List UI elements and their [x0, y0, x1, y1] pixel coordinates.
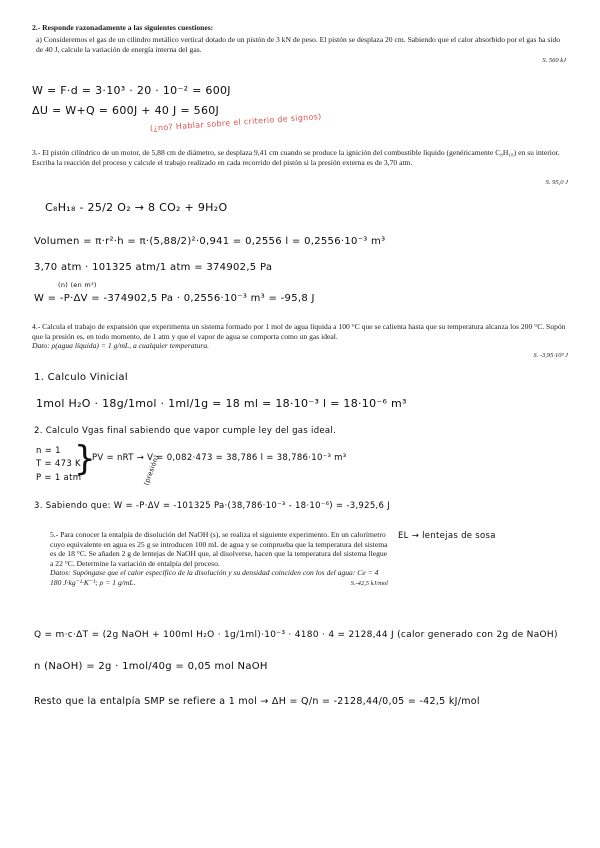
- q5-enthalpy: Resto que la entalpía SMP se refiere a 1 mol → ΔH = Q/n = -2128,44/0,05 = -42,5 kJ/mol: [34, 696, 480, 707]
- q2-energy-formula: ΔU = W+Q = 600J + 40 J = 560J: [32, 104, 220, 117]
- q3-work: W = -P·ΔV = -374902,5 Pa · 0,2556·10⁻³ m³ = -95,8 J: [34, 293, 315, 304]
- q3-volume: Volumen = π·r²·h = π·(5,88/2)²·0,941 = 0,2556 l = 0,2556·10⁻³ m³: [34, 236, 386, 247]
- q4-pressure: P = 1 atm: [36, 473, 82, 483]
- question-2-heading: 2.- Responde razonadamente a las siguientes cuestiones:: [32, 23, 214, 32]
- question-5-solution: S.-42,5 kJ/mol: [350, 579, 388, 587]
- q2-work-formula: W = F·d = 3·10³ · 20 · 10⁻² = 600J: [32, 84, 231, 97]
- q4-annotation: (presión): [142, 453, 161, 487]
- q4-moles: n = 1: [36, 446, 61, 456]
- question-4-text: 4.- Calcula el trabajo de expansión que experimenta un sistema formado por 1 mol de agua líquida a 100 °C que se calienta hasta que su temperatura alcanza los 200 °C. Supón que la presión es, en todo momento, de 1 atm y que el vapor de agua se comporta como un gas ideal. Dato: ρ(agua líquida) = 1 g/mL, a cualquier temperatura. S. -3,95·10³ J: [32, 322, 568, 359]
- q4-initial-volume: 1mol H₂O · 18g/1mol · 1ml/1g = 18 ml = 18·10⁻³ l = 18·10⁻⁶ m³: [36, 397, 407, 410]
- q5-heat: Q = m·c·ΔT = (2g NaOH + 100ml H₂O · 1g/1ml)·10⁻³ · 4180 · 4 = 2128,44 J (calor generado con 2g de NaOH): [34, 630, 558, 640]
- question-2-text: a) Consideremos el gas de un cilindro metálico vertical dotado de un pistón de 3 kN de peso. El pistón se desplaza 20 cm. Sabiendo que el calor absorbido por el gas ha sido de 40 J, calcule la variación de energía interna del gas. S. 560 kJ: [36, 35, 566, 64]
- q4-step-2: 2. Calculo Vgas final sabiendo que vapor cumple ley del gas ideal.: [34, 426, 337, 436]
- question-3-solution: S. 95,0 J: [545, 179, 568, 186]
- question-4-solution: S. -3,95·10³ J: [533, 352, 568, 359]
- q4-step-1: 1. Calculo Vinicial: [34, 372, 128, 383]
- question-2-solution: S. 560 kJ: [542, 57, 566, 64]
- q3-annotation: (n) (en m³): [58, 281, 97, 289]
- q2-teacher-note: (¿no? Hablar sobre el criterio de signos): [149, 112, 322, 133]
- q4-step-3: 3. Sabiendo que: W = -P·ΔV = -101325 Pa·(38,786·10⁻³ - 18·10⁻⁶) = -3,925,6 J: [34, 501, 391, 511]
- q3-pressure: 3,70 atm · 101325 atm/1 atm = 374902,5 Pa: [34, 262, 273, 273]
- q4-temperature: T = 473 K: [36, 459, 81, 469]
- q4-brace: }: [74, 439, 96, 479]
- q3-reaction: C₈H₁₈ - 25/2 O₂ → 8 CO₂ + 9H₂O: [45, 201, 228, 214]
- q5-side-note: EL → lentejas de sosa: [398, 531, 496, 541]
- q5-moles: n (NaOH) = 2g · 1mol/40g = 0,05 mol NaOH: [34, 661, 268, 672]
- question-3-text: 3.- El pistón cilíndrico de un motor, de 5,88 cm de diámetro, se desplaza 9,41 cm cuando se produce la ignición del combustible líquido (genéricamente C₈H₁₈) en su interior. Escriba la reacción del proceso y calcule el trabajo realizado en cada recorrido del pistón si la presión externa es de 3,70 atm. S. 95,0 J: [32, 148, 568, 186]
- question-5-text: 5.- Para conocer la entalpía de disolución del NaOH (s), se realiza el siguiente experimento. En un calorímetro cuyo equivalente en agua es 25 g se introducen 100 mL de agua y se comprueba que la temperatura del sistema es de 18 °C. Se añaden 2 g de lentejas de NaOH que, al disolverse, hacen que la temperatura del sistema llegue a 22 °C. Determine la variación de entalpía del proceso. Datos: Supóngase que el calor específico de la disolución y su densidad coinciden con los del agua: Ce = 4 180 J·kg⁻¹·K⁻¹; ρ = 1 g/mL. S.-42,5 kJ/mol: [50, 530, 388, 587]
- q4-ideal-gas: PV = nRT → V = 0,082·473 = 38,786 l = 38,786·10⁻³ m³: [92, 453, 347, 463]
